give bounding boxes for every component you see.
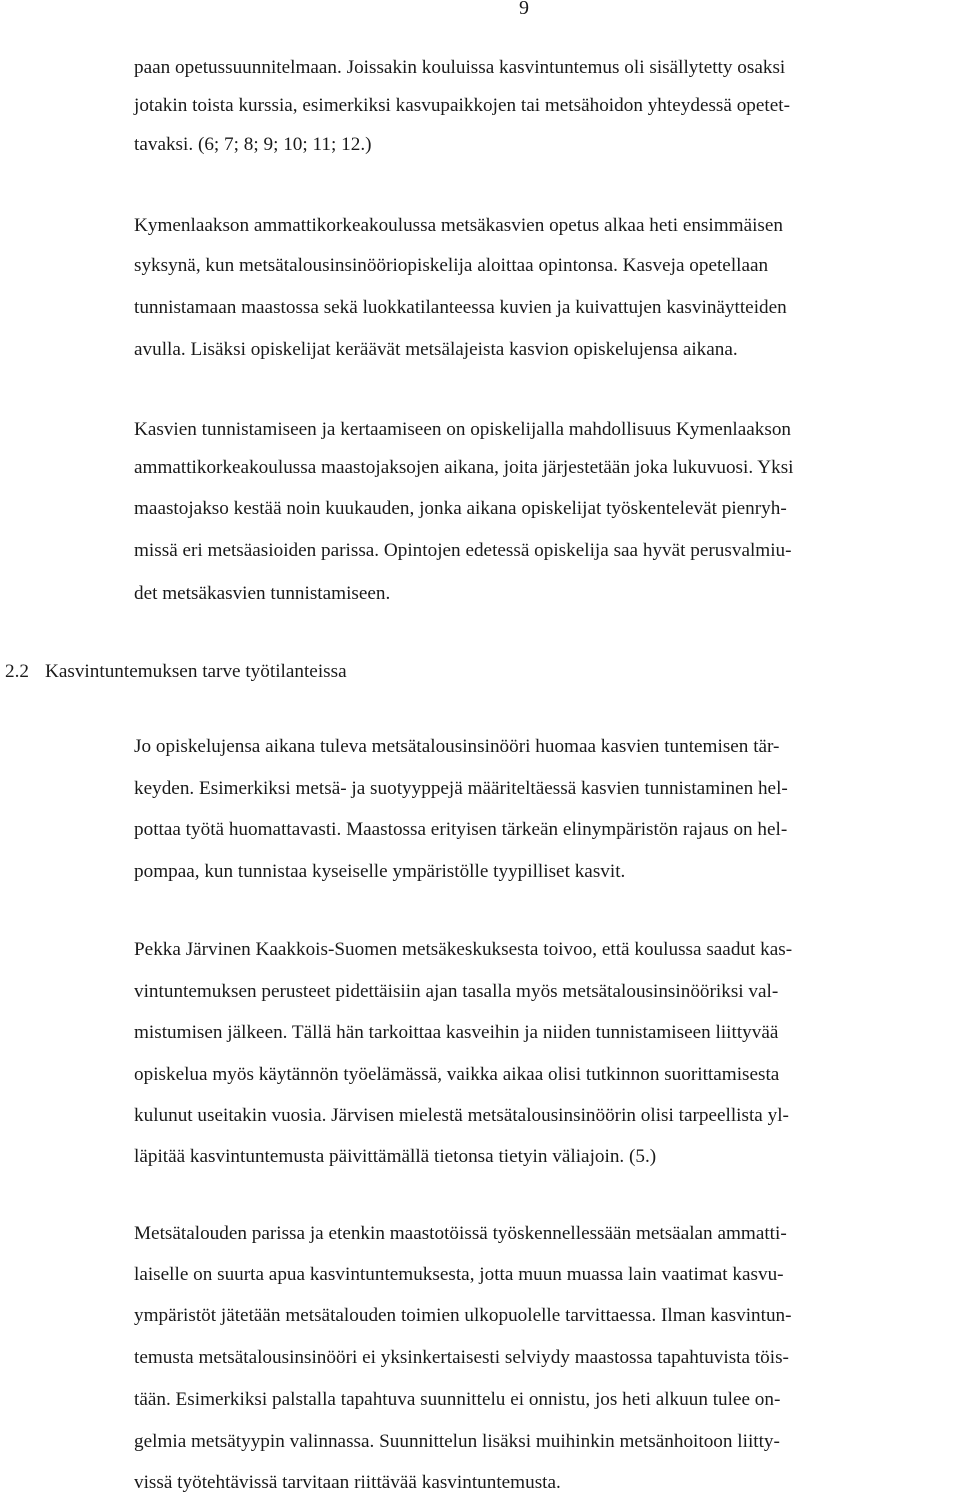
text-line: gelmia metsätyypin valinnassa. Suunnittelun lisäksi muihinkin metsänhoitoon liitty- — [134, 1431, 780, 1452]
page-number: 9 — [519, 0, 529, 19]
text-line: paan opetussuunnitelmaan. Joissakin kouluissa kasvintuntemus oli sisällytetty osaksi — [134, 57, 786, 78]
text-line: opiskelua myös käytännön työelämässä, vaikka aikaa olisi tutkinnon suorittamisesta — [134, 1064, 780, 1085]
text-line: mistumisen jälkeen. Tällä hän tarkoittaa kasveihin ja niiden tunnistamiseen liittyvää — [134, 1022, 779, 1043]
text-line: tään. Esimerkiksi palstalla tapahtuva suunnittelu ei onnistu, jos heti alkuun tulee on- — [134, 1389, 781, 1410]
section-heading — [5, 660, 347, 684]
section-title: Kasvintuntemuksen tarve työtilanteissa — [45, 661, 347, 682]
text-line: pottaa työtä huomattavasti. Maastossa erityisen tärkeän elinympäristön rajaus on hel- — [134, 819, 788, 840]
text-line: maastojakso kestää noin kuukauden, jonka aikana opiskelijat työskentelevät pienryh- — [134, 498, 787, 519]
text-line: tunnistamaan maastossa sekä luokkatilanteessa kuvien ja kuivattujen kasvinäytteiden — [134, 297, 787, 318]
text-line: vintuntemuksen perusteet pidettäisiin ajan tasalla myös metsätalousinsinööriksi val- — [134, 981, 779, 1002]
text-line: det metsäkasvien tunnistamiseen. — [134, 583, 391, 604]
text-line: avulla. Lisäksi opiskelijat keräävät metsälajeista kasvion opiskelujensa aikana. — [134, 339, 738, 360]
text-line: temusta metsätalousinsinööri ei yksinkertaisesti selviydy maastossa tapahtuvista töis- — [134, 1347, 789, 1368]
text-line: pompaa, kun tunnistaa kyseiselle ympäristölle tyypilliset kasvit. — [134, 861, 626, 882]
text-line: Pekka Järvinen Kaakkois-Suomen metsäkeskuksesta toivoo, että koulussa saadut kas- — [134, 939, 793, 960]
text-line: läpitää kasvintuntemusta päivittämällä tietonsa tietyin väliajoin. (5.) — [134, 1146, 657, 1167]
text-line: missä eri metsäasioiden parissa. Opintojen edetessä opiskelija saa hyvät perusvalmiu- — [134, 540, 792, 561]
text-line: Metsätalouden parissa ja etenkin maastotöissä työskennellessään metsäalan ammatti- — [134, 1223, 787, 1244]
text-line: laiselle on suurta apua kasvintuntemuksesta, jotta muun muassa lain vaatimat kasvu- — [134, 1264, 784, 1285]
text-line: Kasvien tunnistamiseen ja kertaamiseen on opiskelijalla mahdollisuus Kymenlaakson — [134, 419, 792, 440]
text-line: vissä työtehtävissä tarvitaan riittävää kasvintuntemusta. — [134, 1472, 561, 1493]
text-line: ympäristöt jätetään metsätalouden toimien ulkopuolelle tarvittaessa. Ilman kasvintun- — [134, 1305, 792, 1326]
section-number: 2.2 — [5, 661, 29, 682]
text-line: keyden. Esimerkiksi metsä- ja suotyyppejä määriteltäessä kasvien tunnistaminen hel- — [134, 778, 788, 799]
text-line: jotakin toista kurssia, esimerkiksi kasvupaikkojen tai metsähoidon yhteydessä opetet- — [134, 95, 790, 116]
text-line: Jo opiskelujensa aikana tuleva metsätalousinsinööri huomaa kasvien tuntemisen tär- — [134, 736, 780, 757]
text-line: ammattikorkeakoulussa maastojaksojen aikana, joita järjestetään joka lukuvuosi. Yksi — [134, 457, 794, 478]
text-line: kulunut useitakin vuosia. Järvisen mielestä metsätalousinsinöörin olisi tarpeellista yl- — [134, 1105, 789, 1126]
text-line: tavaksi. (6; 7; 8; 9; 10; 11; 12.) — [134, 134, 372, 155]
text-line: syksynä, kun metsätalousinsinööriopiskelija aloittaa opintonsa. Kasveja opetellaan — [134, 255, 769, 276]
text-line: Kymenlaakson ammattikorkeakoulussa metsäkasvien opetus alkaa heti ensimmäisen — [134, 215, 784, 236]
